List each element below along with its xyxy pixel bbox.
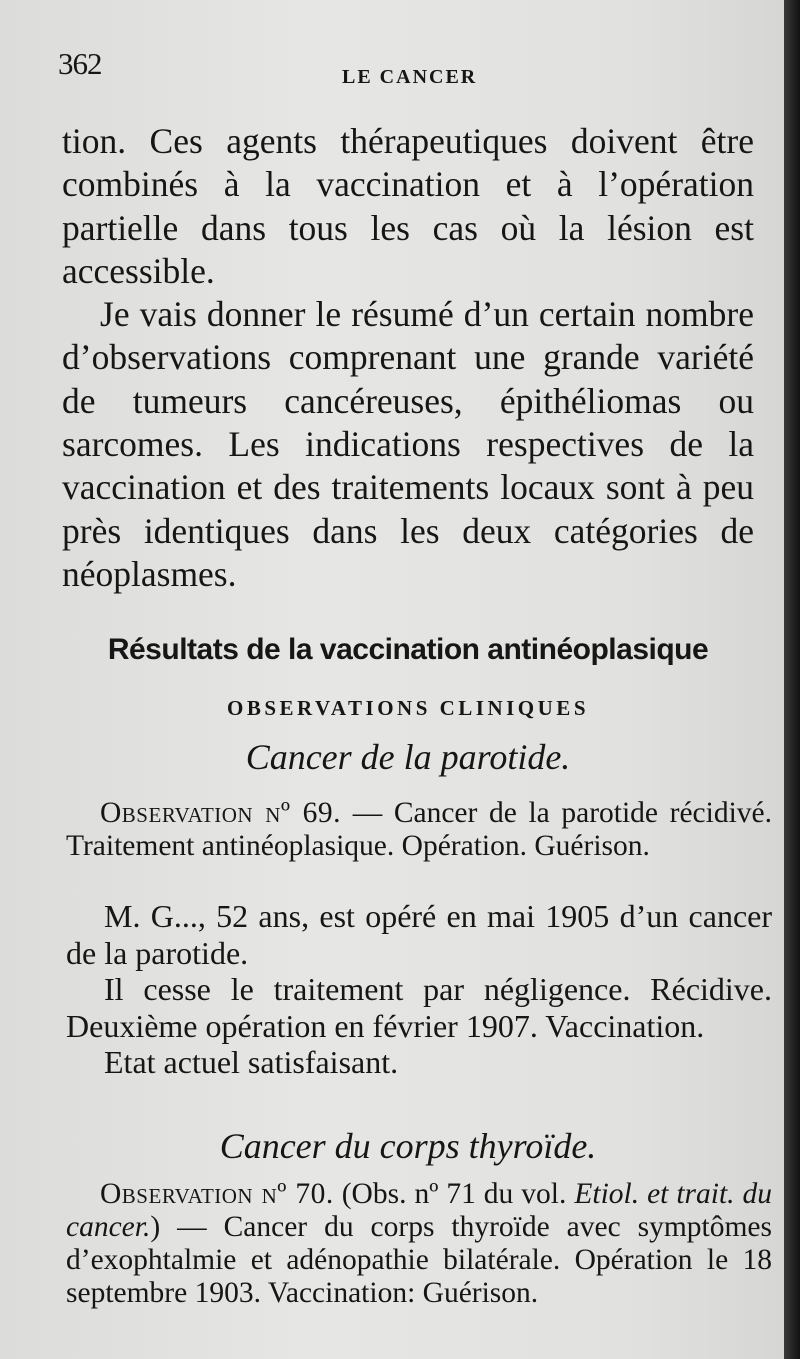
observation-header	[66, 1178, 772, 1310]
observation-label: Observation nº 69.	[100, 797, 342, 829]
section-heading: Résultats de la vaccination antinéoplasique	[107, 633, 709, 666]
subheading: OBSERVATIONS CLINIQUES	[227, 696, 589, 720]
page-header	[58, 46, 758, 96]
observation-reference: (Obs. nº 71 du vol.	[341, 1178, 567, 1210]
page-number: 362	[58, 46, 102, 81]
case-title: Cancer de la parotide.	[245, 737, 571, 777]
paragraph: Je vais donner le résumé d’un certain nombre d’observations comprenant une grande variété de tumeurs cancéreuses, épithéliomas ou sarcomes. Les indications respectives de la vaccination et des traitements locaux sont à peu près identiques dans les deux catégories de néoplasmes.	[62, 294, 754, 594]
paragraph: Il cesse le traitement par négligence. Récidive. Deuxième opération en février 1907. Vaccination.	[66, 971, 772, 1044]
body-text	[62, 120, 754, 596]
reference-title: Etiol. et trait. du cancer.	[66, 1178, 773, 1243]
observation-header	[66, 797, 772, 863]
paragraph: M. G..., 52 ans, est opéré en mai 1905 d’un cancer de la parotide.	[66, 898, 772, 971]
paragraph: tion. Ces agents thérapeutiques doivent être combinés à la vaccination et à l’opération partielle dans tous les cas où la lésion est accessible.	[62, 121, 754, 291]
page-edge-shadow	[784, 0, 800, 1359]
case-body	[66, 898, 772, 1081]
observation-summary: — Cancer du corps thyroïde avec symptômes d’exophtalmie et adénopathie bilatérale. Opération le 18 septembre 1903. Vaccination: Guérison.	[66, 1211, 772, 1309]
observation-label: Observation nº 70.	[100, 1178, 334, 1210]
reference-close: )	[150, 1211, 161, 1243]
running-head: LE CANCER	[342, 66, 478, 88]
paragraph: Etat actuel satisfaisant.	[104, 1044, 399, 1080]
case-title: Cancer du corps thyroïde.	[219, 1126, 597, 1166]
observation-summary: — Cancer de la parotide récidivé. Traitement antinéoplasique. Opération. Guérison.	[66, 797, 773, 862]
